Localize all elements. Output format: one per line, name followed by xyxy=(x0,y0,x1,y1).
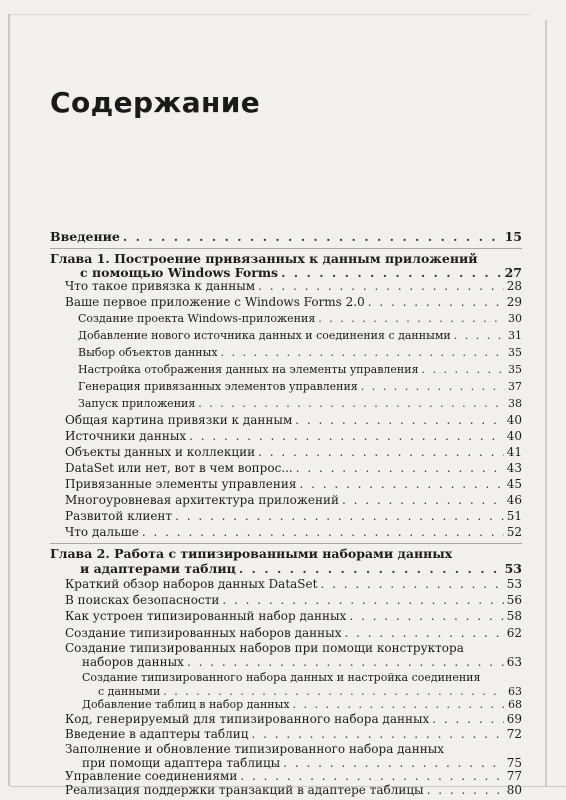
leader-dots xyxy=(361,380,505,393)
toc-entry[interactable] xyxy=(78,312,522,325)
toc-label: Многоуровневая архитектура приложений xyxy=(65,493,339,507)
toc-entry[interactable] xyxy=(78,397,522,410)
leader-dots xyxy=(349,609,503,623)
toc-entry-chapter1[interactable] xyxy=(80,265,522,280)
leader-dots xyxy=(296,461,504,475)
toc-label: Источники данных xyxy=(65,429,187,443)
toc-label: Что такое привязка к данным xyxy=(65,279,256,293)
page-title: Содержание xyxy=(50,86,261,119)
leader-dots xyxy=(222,593,503,607)
toc-entry[interactable] xyxy=(65,445,522,459)
page-edge-left xyxy=(8,14,10,786)
leader-dots xyxy=(221,346,505,359)
toc-page: 41 xyxy=(506,445,522,459)
toc-entry[interactable] xyxy=(65,626,522,640)
toc-entry-intro[interactable] xyxy=(50,229,522,244)
toc-entry[interactable] xyxy=(65,461,522,475)
leader-dots xyxy=(320,577,503,591)
toc-entry[interactable] xyxy=(82,655,522,669)
toc-entry[interactable] xyxy=(78,363,522,376)
toc-entry[interactable] xyxy=(82,698,522,711)
toc-page: 31 xyxy=(508,329,522,342)
toc-page: 38 xyxy=(508,397,522,410)
toc-label: Краткий обзор наборов данных DataSet xyxy=(65,577,318,591)
toc-label: Выбор объектов данных xyxy=(78,346,218,359)
divider xyxy=(50,543,522,544)
toc-entry-chapter2[interactable] xyxy=(80,561,522,576)
toc-label: Код, генерируемый для типизированного набора данных xyxy=(65,712,430,726)
leader-dots xyxy=(283,756,503,770)
leader-dots xyxy=(163,685,505,698)
toc-page: 35 xyxy=(508,363,522,376)
leader-dots xyxy=(281,265,502,280)
toc-page: 35 xyxy=(508,346,522,359)
toc-page: 46 xyxy=(506,493,522,507)
toc-entry[interactable] xyxy=(82,756,522,770)
toc-label: Генерация привязанных элементов управления xyxy=(78,380,358,393)
toc-entry[interactable] xyxy=(65,727,522,741)
leader-dots xyxy=(258,279,504,293)
toc-label: Добавление нового источника данных и соединения с данными xyxy=(78,329,451,342)
toc-entry-line1[interactable]: Заполнение и обновление типизированного набора данных xyxy=(65,742,445,756)
toc-label: Создание типизированных наборов данных xyxy=(65,626,342,640)
toc-label: DataSet или нет, вот в чем вопрос... xyxy=(65,461,293,475)
toc-page: 53 xyxy=(504,561,522,576)
toc-page: 68 xyxy=(508,698,522,711)
toc-label: Общая картина привязки к данным xyxy=(65,413,293,427)
toc-label: Привязанные элементы управления xyxy=(65,477,297,491)
toc-entry[interactable] xyxy=(65,609,522,623)
toc-entry[interactable] xyxy=(65,525,522,539)
toc-page: 63 xyxy=(506,655,522,669)
toc-page: 30 xyxy=(508,312,522,325)
toc-page: 75 xyxy=(506,756,522,770)
toc-chapter2-title-line1[interactable]: Глава 2. Работа с типизированными наборами данных xyxy=(50,546,453,561)
toc-page: 15 xyxy=(504,229,522,244)
toc-entry[interactable] xyxy=(98,685,522,698)
toc-label: и адаптерами таблиц xyxy=(80,561,236,576)
toc-label: В поисках безопасности xyxy=(65,593,220,607)
toc-entry[interactable] xyxy=(78,346,522,359)
leader-dots xyxy=(299,477,503,491)
toc-label: Управление соединениями xyxy=(65,769,238,783)
toc-page: 72 xyxy=(506,727,522,741)
toc-entry-line1[interactable]: Создание типизированного набора данных и настройка соединения xyxy=(82,671,481,684)
toc-page: 53 xyxy=(506,577,522,591)
toc-page: 40 xyxy=(506,413,522,427)
leader-dots xyxy=(189,429,504,443)
toc-label: Развитой клиент xyxy=(65,509,173,523)
leader-dots xyxy=(240,769,503,783)
divider xyxy=(50,248,522,249)
toc-label: с помощью Windows Forms xyxy=(80,265,279,280)
toc-label: Введение xyxy=(50,229,120,244)
toc-entry[interactable] xyxy=(65,429,522,443)
toc-page: 29 xyxy=(506,295,522,309)
leader-dots xyxy=(198,397,505,410)
toc-label: Что дальше xyxy=(65,525,139,539)
toc-label: Запуск приложения xyxy=(78,397,196,410)
toc-label: Введение в адаптеры таблиц xyxy=(65,727,249,741)
toc-page: 69 xyxy=(506,712,522,726)
leader-dots xyxy=(175,509,504,523)
leader-dots xyxy=(342,493,504,507)
toc-label: при помощи адаптера таблицы xyxy=(82,756,281,770)
toc-entry[interactable] xyxy=(65,593,522,607)
leader-dots xyxy=(239,561,502,576)
toc-entry[interactable] xyxy=(65,783,522,797)
toc-page: 45 xyxy=(506,477,522,491)
toc-entry[interactable] xyxy=(65,477,522,491)
toc-page: 27 xyxy=(504,265,522,280)
page-edge-right xyxy=(545,20,547,786)
toc-label: Как устроен типизированный набор данных xyxy=(65,609,347,623)
toc-entry[interactable] xyxy=(65,712,522,726)
toc-label: Создание проекта Windows-приложения xyxy=(78,312,316,325)
toc-label: с данными xyxy=(98,685,161,698)
leader-dots xyxy=(454,329,505,342)
leader-dots xyxy=(318,312,505,325)
toc-page: 58 xyxy=(506,609,522,623)
leader-dots xyxy=(187,655,504,669)
toc-entry[interactable] xyxy=(78,380,522,393)
leader-dots xyxy=(142,525,504,539)
toc-entry[interactable] xyxy=(65,769,522,783)
leader-dots xyxy=(252,727,504,741)
toc-page: 43 xyxy=(506,461,522,475)
page-edge-top xyxy=(10,14,530,15)
toc-entry[interactable] xyxy=(65,577,522,591)
toc-page: 80 xyxy=(506,783,522,797)
leader-dots xyxy=(427,783,504,797)
toc-page: 52 xyxy=(506,525,522,539)
toc-page: 63 xyxy=(508,685,522,698)
toc-page: 37 xyxy=(508,380,522,393)
toc-entry[interactable] xyxy=(65,295,522,309)
toc-page: 56 xyxy=(506,593,522,607)
leader-dots xyxy=(295,413,503,427)
toc-label: Добавление таблиц в набор данных xyxy=(82,698,290,711)
toc-page: 77 xyxy=(506,769,522,783)
toc-page: 40 xyxy=(506,429,522,443)
toc-label: Настройка отображения данных на элементы управления xyxy=(78,363,419,376)
toc-label: Объекты данных и коллекции xyxy=(65,445,256,459)
toc-entry[interactable] xyxy=(65,493,522,507)
leader-dots xyxy=(123,229,502,244)
leader-dots xyxy=(344,626,503,640)
toc-entry[interactable] xyxy=(65,509,522,523)
toc-label: Ваше первое приложение с Windows Forms 2.0 xyxy=(65,295,365,309)
leader-dots xyxy=(368,295,504,309)
toc-entry[interactable] xyxy=(65,413,522,427)
leader-dots xyxy=(293,698,505,711)
leader-dots xyxy=(422,363,505,376)
leader-dots xyxy=(258,445,504,459)
toc-page: 51 xyxy=(506,509,522,523)
leader-dots xyxy=(432,712,503,726)
toc-label: наборов данных xyxy=(82,655,184,669)
toc-entry[interactable] xyxy=(65,279,522,293)
toc-label: Реализация поддержки транзакций в адаптере таблицы xyxy=(65,783,424,797)
toc-entry-line1[interactable]: Создание типизированных наборов при помощи конструктора xyxy=(65,641,464,655)
toc-page: 62 xyxy=(506,626,522,640)
toc-chapter1-title-line1[interactable]: Глава 1. Построение привязанных к данным приложений xyxy=(50,251,478,266)
toc-page: 28 xyxy=(506,279,522,293)
toc-entry[interactable] xyxy=(78,329,522,342)
